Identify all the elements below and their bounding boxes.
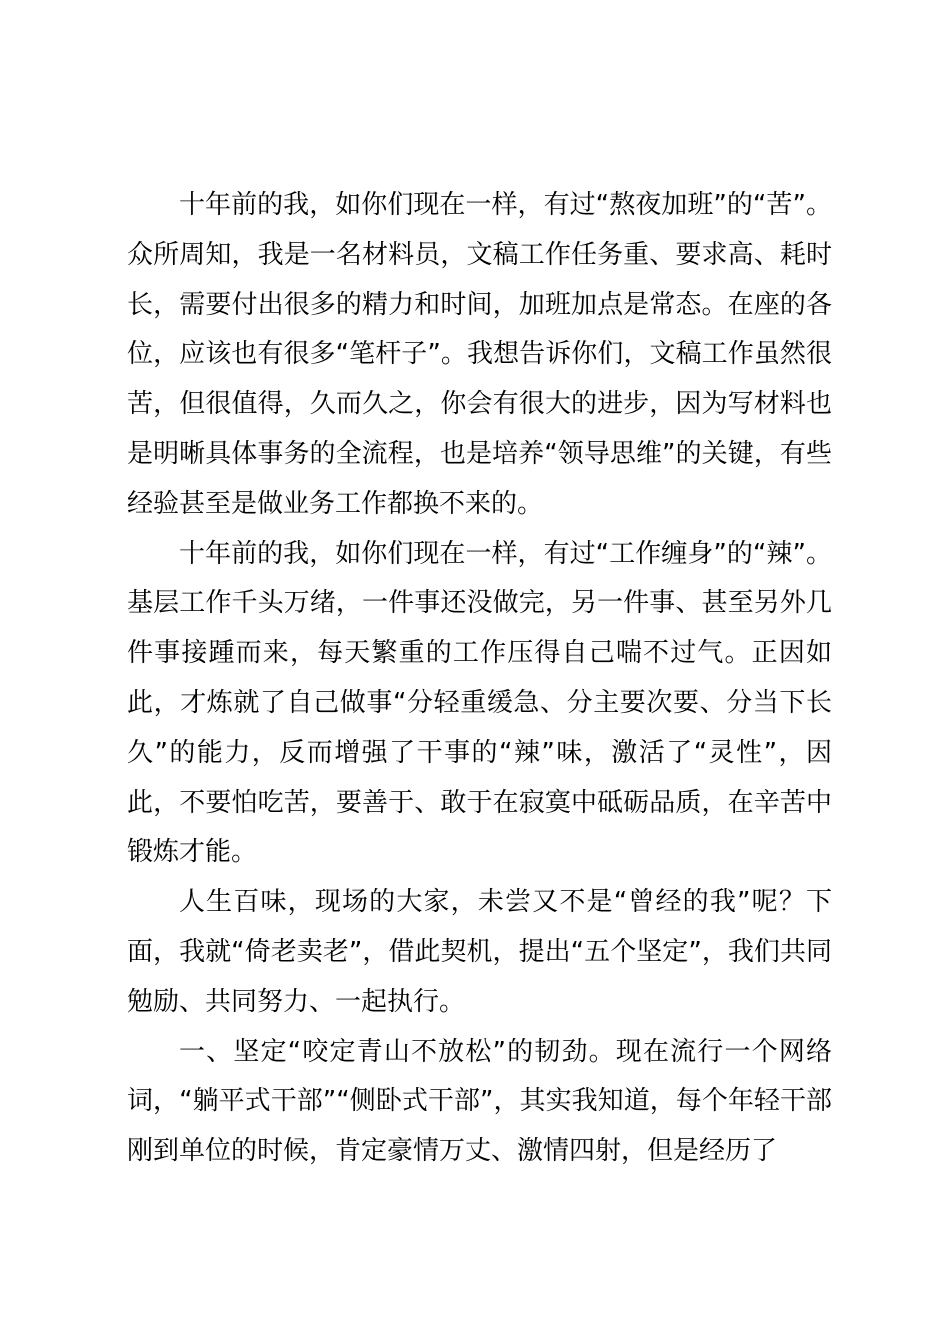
paragraph-4: 一、坚定“咬定青山不放松”的韧劲。现在流行一个网络词，“躺平式干部”“侧卧式干部”，其实我知道，每个年轻干部刚到单位的时候，肯定豪情万丈、激情四射，但是经历了 [127, 1036, 832, 1167]
paragraph-3: 人生百味，现场的大家，未尝又不是“曾经的我”呢？下面，我就“倚老卖老”，借此契机，提出“五个坚定”，我们共同勉励、共同努力、一起执行。 [127, 887, 832, 1017]
document-body [127, 181, 832, 1177]
paragraph-2: 十年前的我，如你们现在一样，有过“工作缠身”的“辣”。基层工作千头万绪，一件事还没做完，另一件事、甚至另外几件事接踵而来，每天繁重的工作压得自己喘不过气。正因如此，才炼就了自己做事“分轻重缓急、分主要次要、分当下长久”的能力，反而增强了干事的“辣”味，激活了“灵性”，因此，不要怕吃苦，要善于、敢于在寂寞中砥砺品质，在辛苦中锻炼才能。 [127, 538, 832, 868]
paragraph-1: 十年前的我，如你们现在一样，有过“熬夜加班”的“苦”。众所周知，我是一名材料员，文稿工作任务重、要求高、耗时长，需要付出很多的精力和时间，加班加点是常态。在座的各位，应该也有很多“笔杆子”。我想告诉你们，文稿工作虽然很苦，但很值得，久而久之，你会有很大的进步，因为写材料也是明晰具体事务的全流程，也是培养“领导思维”的关键，有些经验甚至是做业务工作都换不来的。 [127, 190, 832, 519]
